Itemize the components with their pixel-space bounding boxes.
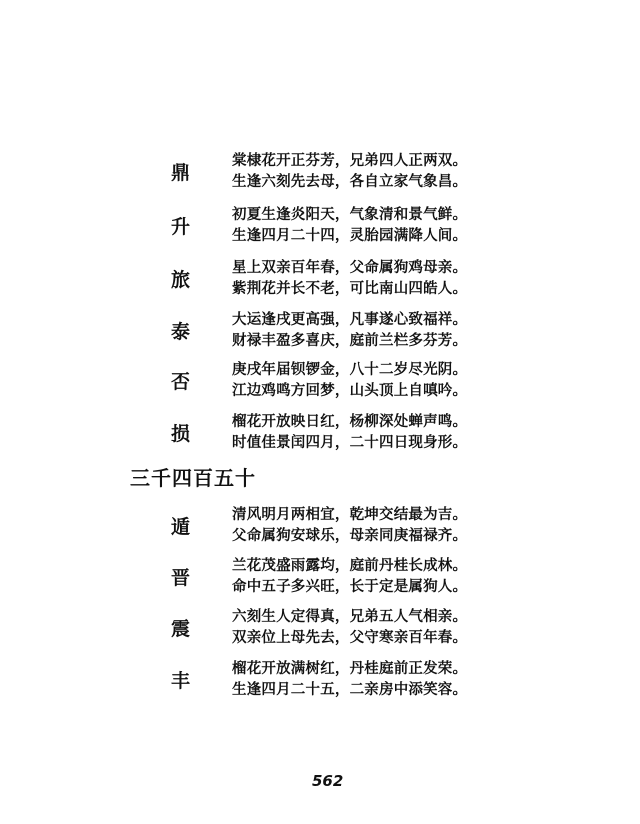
- verse-line: 兰花茂盛雨露均，庭前丹桂长成林。: [232, 557, 468, 574]
- verse: [232, 658, 467, 700]
- hexagram-label: 震: [171, 618, 191, 640]
- verse-line: 六刻生人定得真，兄弟五人气相亲。: [232, 608, 468, 625]
- verse-line: 庚戌年届钡锣金，八十二岁尽光阴。: [232, 361, 468, 378]
- hexagram-label: 遁: [171, 516, 191, 538]
- verse-line: 时值佳景闰四月，二十四日现身形。: [232, 434, 468, 451]
- verse: [232, 504, 467, 546]
- hexagram-label: 损: [171, 423, 191, 445]
- verse-line: 江边鸡鸣方回梦，山头顶上自嗔吟。: [232, 382, 468, 399]
- verse: [232, 204, 467, 246]
- verse-line: 星上双亲百年春，父命属狗鸡母亲。: [232, 259, 468, 276]
- verse-line: 紫荆花并长不老，可比南山四皓人。: [232, 280, 468, 297]
- verse-line: 榴花开放映日红，杨柳深处蝉声鸣。: [232, 413, 468, 430]
- hexagram-label: 晋: [171, 567, 191, 589]
- hexagram-label: 否: [171, 371, 191, 393]
- verse-line: 棠棣花开正芬芳，兄弟四人正两双。: [232, 152, 468, 169]
- verse-line: 生逢六刻先去母，各自立家气象昌。: [232, 173, 468, 190]
- verse: [232, 411, 467, 453]
- verse: [232, 150, 467, 192]
- verse-line: 命中五子多兴旺，长于定是属狗人。: [232, 578, 468, 595]
- verse-line: 大运逢戌更高强，凡事遂心致福祥。: [232, 311, 468, 328]
- verse-line: 双亲位上母先去，父守寒亲百年春。: [232, 629, 468, 646]
- page-number: 562: [312, 772, 344, 790]
- hexagram-label: 鼎: [171, 162, 191, 184]
- verse-line: 生逢四月二十五，二亲房中添笑容。: [232, 681, 468, 698]
- verse: [232, 309, 467, 351]
- hexagram-label: 旅: [171, 269, 191, 291]
- verse: [232, 359, 467, 401]
- hexagram-label: 升: [171, 216, 191, 238]
- verse-line: 初夏生逢炎阳天，气象清和景气鲜。: [232, 206, 468, 223]
- verse-line: 财禄丰盈多喜庆，庭前兰栏多芬芳。: [232, 332, 468, 349]
- hexagram-label: 丰: [171, 670, 191, 692]
- verse: [232, 257, 467, 299]
- verse-line: 清风明月两相宜，乾坤交结最为吉。: [232, 506, 468, 523]
- verse: [232, 555, 467, 597]
- section-heading: 三千四百五十: [130, 466, 256, 490]
- verse-line: 父命属狗安球乐，母亲同庚福禄齐。: [232, 527, 468, 544]
- verse: [232, 606, 467, 648]
- verse-line: 榴花开放满树红，丹桂庭前正发荣。: [232, 660, 468, 677]
- verse-line: 生逢四月二十四，灵胎园满降人间。: [232, 227, 468, 244]
- hexagram-label: 泰: [171, 321, 191, 343]
